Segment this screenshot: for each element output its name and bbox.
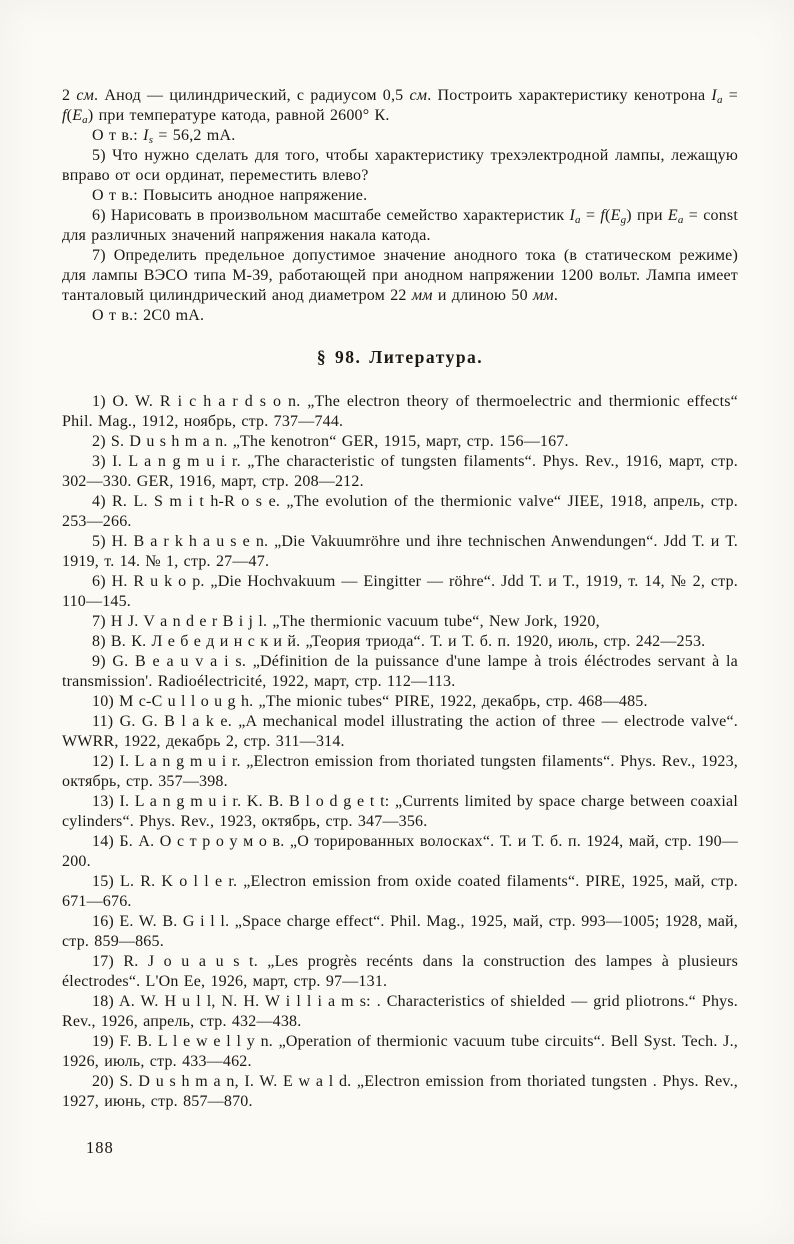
reference-item: 6) H. R u k o p. „Die Hochvakuum — Eingitter — röhre“. Jdd Т. и Т., 1919, т. 14, № 2, стр. 110—145.	[62, 573, 738, 610]
para-answer-5: О т в.: Повысить анодное напряжение.	[92, 187, 368, 204]
para-question-5: 5) Что нужно сделать для того, чтобы характеристику трехэлектродной лампы, лежащую вправо от оси ординат, переместить влево?	[62, 147, 738, 184]
reference-item: 2) S. D u s h m a n. „The kenotron“ GER, 1915, март, стр. 156—167.	[92, 433, 569, 450]
reference-item: 15) L. R. K o l l e r. „Electron emission from oxide coated filaments“. PIRE, 1925, май, стр. 671—676.	[62, 873, 738, 910]
reference-item: 14) Б. А. О с т р о у м о в. „О торированных волосках“. Т. и Т. б. п. 1924, май, стр. 190—200.	[62, 833, 738, 870]
para-question-6: 6) Нарисовать в произвольном масштабе семейство характеристик $I_a = f(E_g)$ при $E_a$ = const для различных значений напряжения накала катода.	[62, 207, 739, 244]
para-question-7: 7) Определить предельное допустимое значение анодного тока (в статическом режиме) для лампы ВЭСО типа М-39, работающей при анодном напряжении 1200 вольт. Лампа имеет танталовый цилиндрический анод диаметром 22 мм и длиною 50 мм.	[62, 247, 738, 304]
reference-item: 7) H J. V a n d e r B i j l. „The thermionic vacuum tube“, New Jork, 1920,	[92, 613, 600, 630]
reference-item: 18) A. W. H u l l, N. H. W i l l i a m s: . Characteristics of shielded — grid pliotrons.“ Phys. Rev., 1926, апрель, стр. 432—438.	[62, 993, 738, 1030]
reference-item: 19) F. B. L l e w e l l y n. „Operation of thermionic vacuum tube circuits“. Bell Syst. Tech. J., 1926, июль, стр. 433—462.	[62, 1033, 738, 1070]
reference-item: 5) H. B a r k h a u s e n. „Die Vakuumröhre und ihre technischen Anwendungen“. Jdd Т. и Т. 1919, т. 14. № 1, стр. 27—47.	[62, 533, 738, 570]
section-heading: § 98. Литература.	[316, 347, 484, 367]
reference-item: 20) S. D u s h m a n, I. W. E w a l d. „Electron emission from thoriated tungsten . Phys. Rev., 1927, июнь, стр. 857—870.	[62, 1073, 738, 1110]
reference-item: 1) O. W. R i c h a r d s o n. „The electron theory of thermoelectric and thermionic effects“ Phil. Mag., 1912, ноябрь, стр. 737—744.	[62, 393, 738, 430]
reference-item: 8) В. К. Л е б е д и н с к и й. „Теория триода“. Т. и Т. б. п. 1920, июль, стр. 242—253.	[92, 633, 706, 650]
reference-item: 11) G. G. B l a k e. „A mechanical model illustrating the action of three — electrode valve“. WWRR, 1922, декабрь 2, стр. 311—314.	[62, 713, 738, 750]
reference-item: 10) M c-C u l l o u g h. „The mionic tubes“ PIRE, 1922, декабрь, стр. 468—485.	[92, 693, 648, 710]
intro-block	[62, 86, 738, 326]
para-answer-4: О т в.: $I_s = 56,2$ mA.	[92, 127, 236, 146]
page-number: 188	[86, 1138, 114, 1157]
reference-item: 9) G. B e a u v a i s. „Définition de la puissance d'une lampe à trois éléctrodes servant à la transmission'. Radioélectricité, 1922, март, стр. 112—113.	[62, 653, 738, 690]
page-content	[62, 86, 738, 1158]
reference-item: 4) R. L. S m i t h-R o s e. „The evolution of the thermionic valve“ JIEE, 1918, апрель, стр. 253—266.	[62, 493, 738, 530]
reference-item: 16) E. W. B. G i l l. „Space charge effect“. Phil. Mag., 1925, май, стр. 993—1005; 1928, май, стр. 859—865.	[62, 913, 738, 950]
reference-item: 17) R. J o u a u s t. „Les progrès recénts dans la construction des lampes à plusieurs électrodes“. L'On Ee, 1926, март, стр. 97—131.	[62, 953, 738, 990]
para-answer-7: О т в.: 2С0 mA.	[92, 307, 205, 324]
reference-item: 3) I. L a n g m u i r. „The characteristic of tungsten filaments“. Phys. Rev., 1916, март, стр. 302—330. GER, 1916, март, стр. 208—212.	[62, 453, 738, 490]
reference-item: 12) I. L a n g m u i r. „Electron emission from thoriated tungsten filaments“. Phys. Rev., 1923, октябрь, стр. 357—398.	[62, 753, 738, 790]
reference-item: 13) I. L a n g m u i r. K. B. B l o d g e t t: „Currents limited by space charge between coaxial cylinders“. Phys. Rev., 1923, октябрь, стр. 347—356.	[62, 793, 738, 830]
para-problem-4-continuation: 2 см. Анод — цилиндрический, с радиусом 0,5 см. Построить характеристику кенотрона $I_a = f(E_a)$ при температуре катода, равной 2600° К.	[62, 87, 738, 126]
references-list	[62, 392, 738, 1112]
